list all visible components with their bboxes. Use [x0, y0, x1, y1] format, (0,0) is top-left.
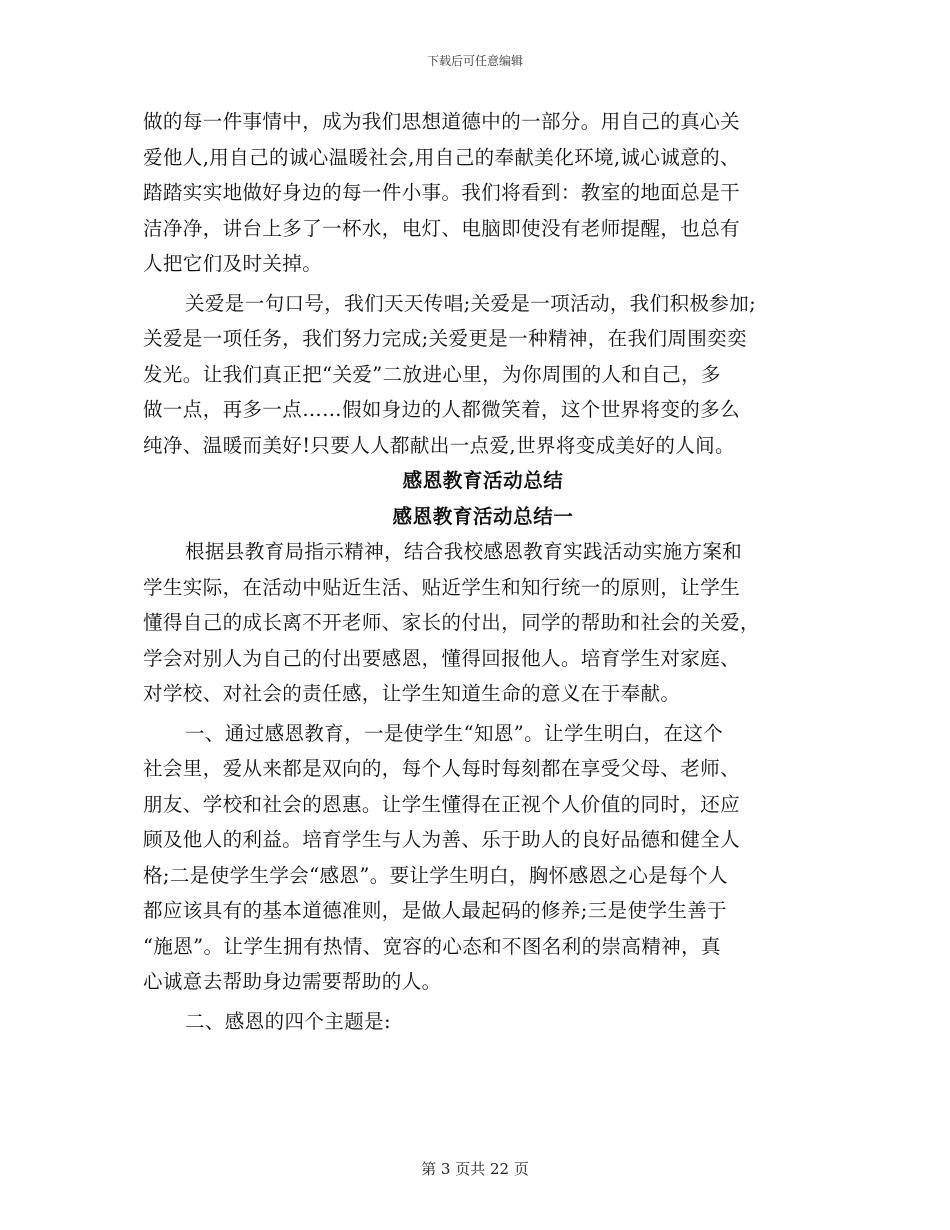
paragraph: [143, 534, 823, 712]
text-line: 纯净、温暖而美好!只要人人都献出一点爱,世界将变成美好的人间。: [143, 433, 735, 457]
text-line: 做一点，再多一点……假如身边的人都微笑着，这个世界将变的多么: [143, 398, 741, 421]
text-line: 心诚意去帮助身边需要帮助的人。: [143, 970, 442, 993]
text-line: 发光。让我们真正把“关爱”二放进心里，为你周围的人和自己，多: [143, 362, 721, 386]
text-line: 做的每一件事情中，成为我们思想道德中的一部分。用自己的真心关: [143, 110, 741, 133]
text-line: 关爱是一句口号，我们天天传唱;关爱是一项活动，我们积极参加;: [185, 291, 757, 315]
text-line: 人把它们及时关掉。: [143, 252, 323, 275]
paragraph: [143, 286, 823, 464]
page-footer: 第 3 页共 22 页: [421, 1160, 529, 1178]
text-line: 洁净净，讲台上多了一杯水，电灯、电脑即使没有老师提醒，也总有: [143, 216, 741, 240]
text-line: 顾及他人的利益。培育学生与人为善、乐于助人的良好品德和健全人: [143, 828, 741, 851]
document-title: 感恩教育活动总结: [402, 469, 564, 492]
text-line: 根据县教育局指示精神，结合我校感恩教育实践活动实施方案和: [185, 540, 743, 563]
text-line: “施恩”。让学生拥有热情、宽容的心态和不图名利的崇高精神，真: [143, 934, 721, 958]
text-line: 学会对别人为自己的付出要感恩，懂得回报他人。培育学生对家庭、: [143, 646, 741, 670]
text-line: 都应该具有的基本道德准则，是做人最起码的修养;三是使学生善于: [143, 899, 728, 922]
text-line: 一、通过感恩教育，一是使学生“知恩”。让学生明白，在这个: [185, 721, 724, 745]
text-line: 爱他人,用自己的诚心温暖社会,用自己的奉献美化环境,诚心诚意的、: [143, 145, 740, 169]
paragraph: [143, 104, 823, 282]
text-line: 格;二是使学生学会“感恩”。要让学生明白，胸怀感恩之心是每个人: [143, 863, 728, 887]
text-line: 关爱是一项任务，我们努力完成;关爱更是一种精神，在我们周围奕奕: [143, 327, 747, 350]
paragraph: [143, 1004, 823, 1040]
text-line: 对学校、对社会的责任感，让学生知道生命的意义在于奉献。: [143, 682, 681, 705]
document-body: [143, 104, 823, 1039]
text-line: 学生实际，在活动中贴近生活、贴近学生和知行统一的原则，让学生: [143, 575, 741, 599]
text-line: 朋友、学校和社会的恩惠。让学生懂得在正视个人价值的同时，还应: [143, 792, 741, 816]
text-line: 社会里，爱从来都是双向的，每个人每时每刻都在享受父母、老师、: [143, 757, 741, 780]
text-line: 二、感恩的四个主题是:: [185, 1009, 391, 1033]
page-header: 下载后可任意编辑: [426, 54, 523, 68]
paragraph: [143, 716, 823, 1000]
text-line: 懂得自己的成长离不开老师、家长的付出，同学的帮助和社会的关爱，: [143, 611, 760, 634]
document-subtitle: 感恩教育活动总结一: [392, 504, 574, 528]
text-line: 踏踏实实地做好身边的每一件小事。我们将看到：教室的地面总是干: [143, 181, 741, 204]
